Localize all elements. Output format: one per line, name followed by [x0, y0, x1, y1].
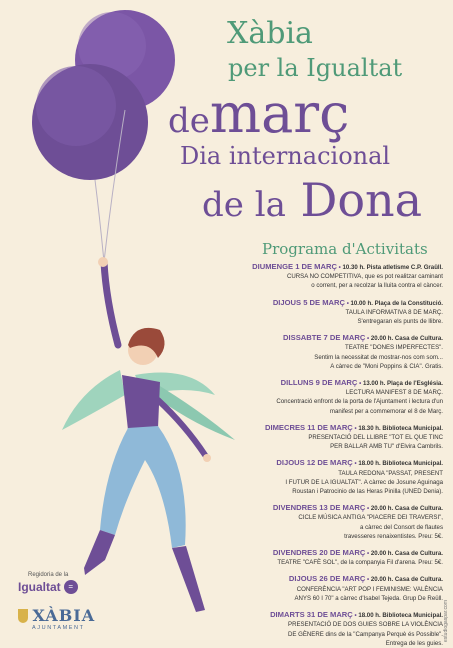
event-4: DILLUNS 9 DE MARÇ • 13.00 h. Plaça de l'Església. LECTURA MANIFEST 8 DE MARÇ. Concentració enfront de la porta de l'Ajuntament i lectura d'un manifest per a commemorar el 8 de Març.	[276, 378, 443, 415]
event-place: 18.30 h. Biblioteca Municipal.	[358, 424, 443, 432]
event-line: TAULA INFORMATIVA 8 DE MARÇ.	[345, 308, 443, 316]
event-place: 13.00 h. Plaça de l'Església.	[362, 380, 443, 388]
event-line: Sentim la necessitat de mostrar-nos com som...	[314, 353, 443, 361]
event-line: a càrrec del Consort de flautes	[360, 523, 443, 531]
event-7: DIVENDRES 13 DE MARÇ • 20.00 h. Casa de Cultura. CICLE MÚSICA ANTIGA "PIACERE DEI TRAVERSI", a càrrec del Consort de flautes travesseres renaixentistes. Preu: 5€.	[272, 503, 443, 540]
credit-text: estudiogaspar.com	[443, 600, 449, 642]
event-9: DIJOUS 26 DE MARÇ • 20.00 h. Casa de Cultura. CONFERÈNCIA "ART POP I FEMINISME: VALÈNCIA ANYS 60 I 70" a càrrec d'Isabel Tejeda. Grup De Reüll.	[288, 574, 443, 602]
event-line: PER BALLAR AMB TU" d'Elvira Cambrils.	[330, 443, 443, 451]
event-8: DIVENDRES 20 DE MARÇ • 20.00 h. Casa de Cultura. TEATRE "CAFÈ SOL", de la companyia Fil d'arena. Preu: 5€.	[272, 548, 443, 567]
title-line-3	[168, 84, 349, 151]
event-line: Roustan i Patrocinio de las Heras Pinilla (UNED Denia).	[292, 488, 443, 496]
event-line: PRESENTACIÓ DE DOS GUIES SOBRE LA VIOLÈNCIA	[288, 621, 443, 629]
igualtat-text: Igualtat	[18, 580, 61, 594]
shield-icon	[18, 609, 28, 623]
event-line: A càrrec de "Moni Poppins & CIA". Gratis.	[330, 362, 443, 370]
event-place: 20.00 h. Casa de Cultura.	[370, 576, 443, 584]
event-line: CICLE MÚSICA ANTIGA "PIACERE DEI TRAVERSI",	[298, 514, 443, 522]
event-line: CONFERÈNCIA "ART POP I FEMINISME: VALÈNCIA	[296, 585, 443, 593]
event-date: DIJOUS 12 DE MARÇ	[276, 458, 353, 468]
event-3: DISSABTE 7 DE MARÇ • 20.00 h. Casa de Cultura. TEATRE "DONES IMPERFECTES". Sentim la necessitat de mostrar-nos com som... A càrrec de "Moni Poppins & CIA". Gratis.	[283, 333, 443, 370]
event-date: DISSABTE 7 DE MARÇ	[283, 333, 366, 343]
events-list	[207, 262, 443, 648]
event-date: DIVENDRES 20 DE MARÇ	[272, 548, 366, 558]
event-line: ANYS 60 I 70" a càrrec d'Isabel Tejeda. Grup De Reüll.	[294, 594, 443, 602]
event-line: PRESENTACIÓ DEL LLIBRE "TOT EL QUE TINC	[308, 434, 443, 442]
event-place: 18.00 h. Biblioteca Municipal.	[358, 460, 443, 468]
xabia-logo	[18, 606, 95, 631]
event-line: Concentració enfront de la porta de l'Ajuntament i lectura d'un	[276, 398, 443, 406]
event-date: DIJOUS 5 DE MARÇ	[272, 297, 345, 307]
event-5: DIMECRES 11 DE MARÇ • 18.30 h. Biblioteca Municipal. PRESENTACIÓ DEL LLIBRE "TOT EL QUE TINC PER BALLAR AMB TU" d'Elvira Cambrils.	[265, 422, 443, 451]
event-date: DIUMENGE 1 DE MARÇ	[252, 262, 337, 271]
program-title: Programa d'Activitats	[262, 240, 428, 258]
title-line-2: per la Igualtat	[228, 54, 403, 82]
event-date: DILLUNS 9 DE MARÇ	[280, 378, 358, 388]
title-line-4: Dia internacional	[180, 142, 391, 170]
event-date: DIMARTS 31 DE MARÇ	[270, 610, 353, 620]
event-date: DIJOUS 26 DE MARÇ	[288, 574, 366, 584]
igualtat-logo	[18, 572, 78, 596]
xabia-text: XÀBIA	[32, 606, 96, 625]
regidoria-text: Regidoria de la	[28, 572, 69, 578]
event-line: CURSA NO COMPETITIVA, que es pot realitzar caminant	[286, 273, 443, 281]
event-line: I FUTUR DE LA IGUALTAT". A càrrec de Josune Aguinaga	[285, 478, 443, 486]
event-date: DIMECRES 11 DE MARÇ	[265, 422, 353, 432]
event-line: S'entregaran els punts de llibre.	[357, 318, 443, 326]
title-line-1: Xàbia	[227, 16, 313, 51]
title-line-5	[202, 172, 422, 233]
ajuntament-text: AJUNTAMENT	[32, 625, 85, 631]
event-place: 20.00 h. Casa de Cultura.	[370, 335, 443, 343]
title-de: de	[168, 101, 210, 141]
event-line: manifest per a commemorar el 8 de Març.	[329, 407, 443, 415]
event-place: 10.00 h. Plaça de la Constitució.	[350, 299, 443, 307]
equality-icon: =	[64, 580, 78, 594]
event-place: 20.00 h. Casa de Cultura.	[370, 505, 443, 513]
event-place: 18.00 h. Biblioteca Municipal.	[358, 612, 443, 620]
event-2: DIJOUS 5 DE MARÇ • 10.00 h. Plaça de la Constitució. TAULA INFORMATIVA 8 DE MARÇ. S'entregaran els punts de llibre.	[272, 297, 443, 326]
event-place: 20.00 h. Casa de Cultura.	[370, 550, 443, 558]
event-line: Entrega de les guies.	[385, 639, 443, 647]
event-line: TEATRE "DONES IMPERFECTES".	[345, 344, 443, 352]
event-10: DIMARTS 31 DE MARÇ • 18.00 h. Biblioteca Municipal. PRESENTACIÓ DE DOS GUIES SOBRE LA VIOLÈNCIA DE GÈNERE dins de la "Campanya Perquè és Possible". Entrega de les guies.	[270, 610, 443, 647]
event-line: travesseres renaixentistes. Preu: 5€.	[344, 532, 443, 540]
title-dona: Dona	[300, 173, 423, 227]
event-line: TEATRE "CAFÈ SOL", de la companyia Fil d'arena. Preu: 5€.	[277, 559, 443, 567]
event-1: DIUMENGE 1 DE MARÇ • 10.30 h. Pista atletisme C.P. Graüll. CURSA NO COMPETITIVA, que es pot realitzar caminant o corrent, per a recolzar la lluita contra el càncer.	[252, 262, 443, 290]
event-line: TAULA REDONA "PASSAT, PRESENT	[338, 469, 443, 477]
event-line: LECTURA MANIFEST 8 DE MARÇ.	[345, 389, 443, 397]
title-de-la: de la	[202, 185, 286, 225]
event-date: DIVENDRES 13 DE MARÇ	[272, 503, 366, 513]
event-line: DE GÈNERE dins de la "Campanya Perquè és Possible".	[287, 630, 443, 638]
title-marc: març	[209, 82, 350, 145]
event-place: 10.30 h. Pista atletisme C.P. Graüll.	[342, 264, 443, 271]
event-6: DIJOUS 12 DE MARÇ • 18.00 h. Biblioteca Municipal. TAULA REDONA "PASSAT, PRESENT I FUTUR DE LA IGUALTAT". A càrrec de Josune Aguinaga Roustan i Patrocinio de las Heras Pinilla (UNED Denia).	[276, 458, 443, 496]
event-line: o corrent, per a recolzar la lluita contra el càncer.	[311, 282, 443, 290]
